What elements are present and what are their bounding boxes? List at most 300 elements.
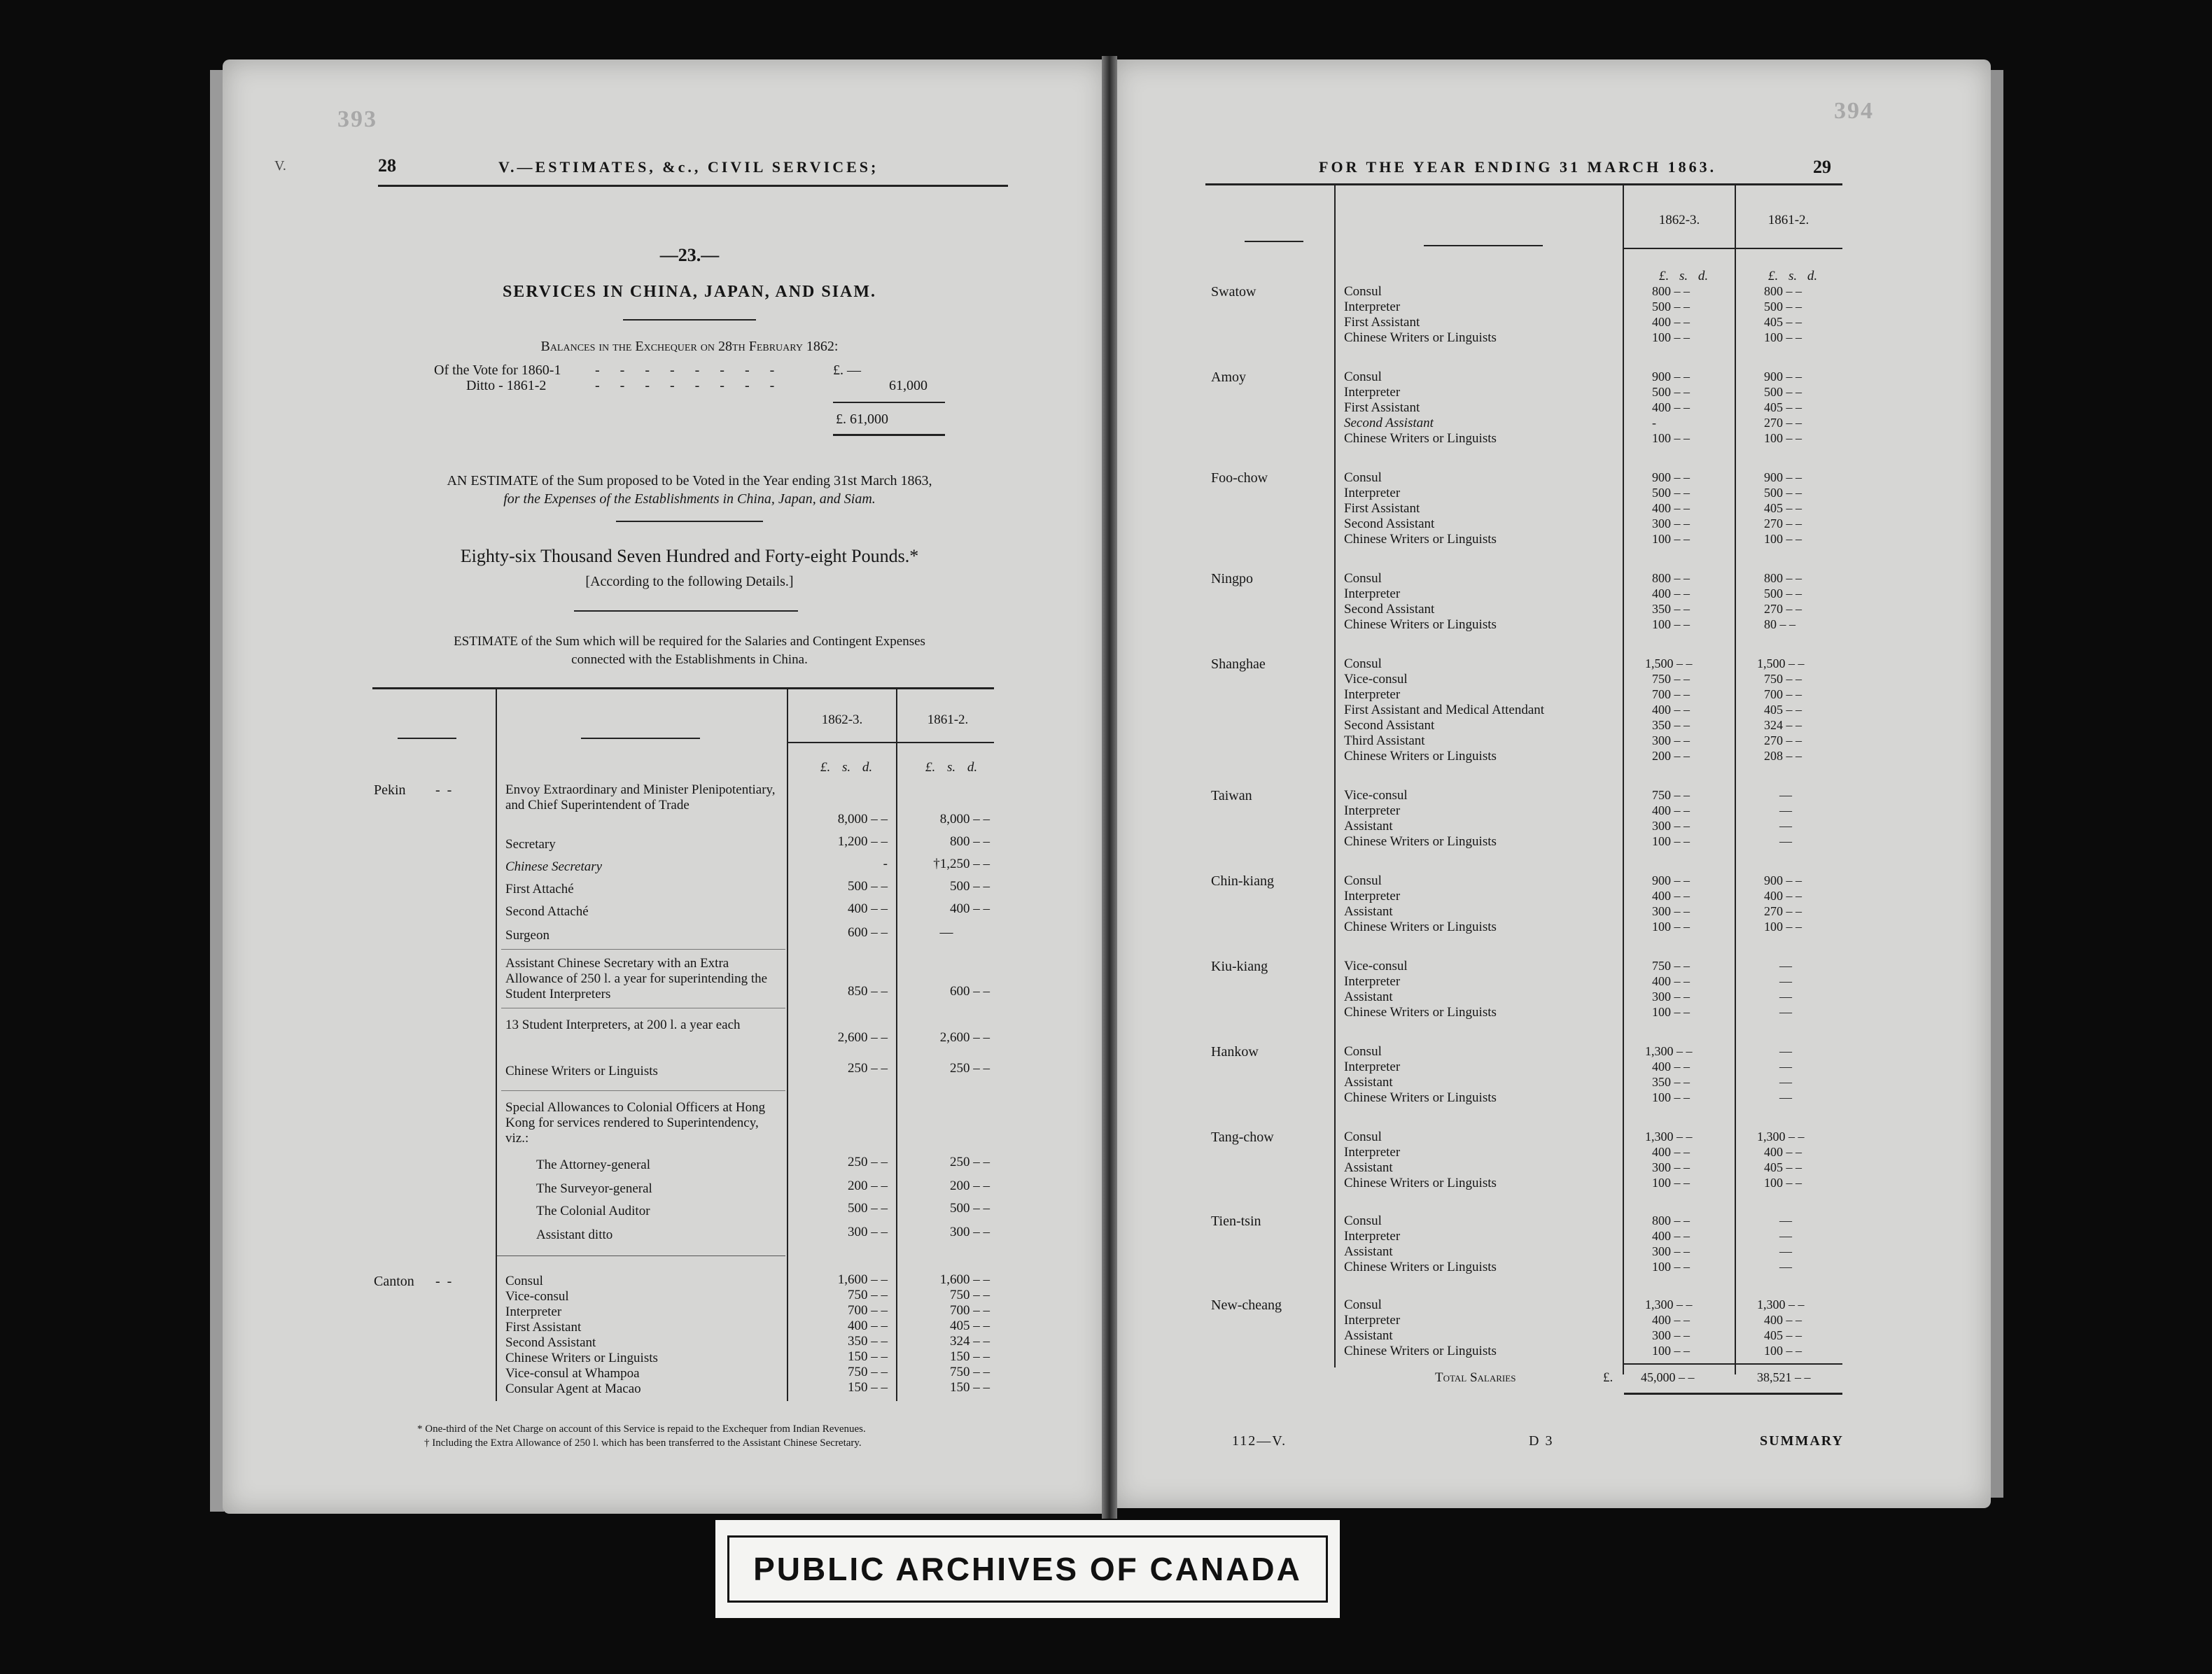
row-value-1861: 405 – – xyxy=(1764,703,1802,717)
row-value-1861: 500 – – xyxy=(1764,385,1802,399)
footer-left: 112—V. xyxy=(1232,1433,1287,1449)
row-value-1862: 600 – – xyxy=(848,925,888,940)
row-value-1861: — xyxy=(1779,803,1792,817)
row-value-1862: 400 – – xyxy=(1652,1313,1690,1327)
row-value-1862: 200 – – xyxy=(848,1179,888,1193)
row-label: Chinese Writers or Linguists xyxy=(1344,617,1497,632)
total-rule xyxy=(1624,1363,1842,1365)
row-label: Interpreter xyxy=(1344,1229,1401,1244)
row-label: First Assistant and Medical Attendant xyxy=(1344,703,1545,717)
row-value-1861: †1,250 – – xyxy=(933,857,990,871)
balances-heading: Balances in the Exchequer on 28th February 1862: xyxy=(540,339,839,354)
row-value-1861: — xyxy=(1779,1060,1792,1074)
left-running-head: V.—ESTIMATES, &c., CIVIL SERVICES; xyxy=(498,158,879,176)
table-top-rule xyxy=(372,687,994,689)
row-label: Consular Agent at Macao xyxy=(505,1381,641,1396)
row-value-1862: 100 – – xyxy=(1652,1176,1690,1190)
row-label: Assistant xyxy=(1344,904,1393,919)
row-value-1861: 400 – – xyxy=(1764,1313,1802,1327)
according-to-details: [According to the following Details.] xyxy=(585,574,794,589)
row-value-1861: 750 – – xyxy=(950,1288,990,1302)
row-separator xyxy=(501,1090,785,1091)
row-value-1861: 1,500 – – xyxy=(1757,656,1805,670)
row-value-1862: 400 – – xyxy=(1652,586,1690,600)
row-label: Consul xyxy=(1344,656,1382,671)
row-value-1862: 100 – – xyxy=(1652,532,1690,546)
salaries-line-1: ESTIMATE of the Sum which will be required for the Salaries and Contingent Expenses xyxy=(454,634,925,649)
sum-rule xyxy=(833,402,945,403)
row-label: Chinese Writers or Linguists xyxy=(1344,1260,1497,1274)
row-value-1862: 900 – – xyxy=(1652,470,1690,484)
row-value-1861: 270 – – xyxy=(1764,516,1802,530)
row-value-1861: 100 – – xyxy=(1764,330,1802,344)
right-page-number: 29 xyxy=(1813,157,1831,177)
row-label: Interpreter xyxy=(1344,687,1401,702)
row-value-1861: 100 – – xyxy=(1764,532,1802,546)
row-label: Chinese Writers or Linguists xyxy=(1344,431,1497,446)
row-value-1862: 800 – – xyxy=(1652,571,1690,585)
row-value-1862: 400 – – xyxy=(848,901,888,916)
row-label: Second Assistant xyxy=(1344,416,1434,430)
col-head-rule xyxy=(1624,248,1842,249)
row-label: Second Assistant xyxy=(1344,602,1435,617)
row-value-1861: 100 – – xyxy=(1764,1176,1802,1190)
row-value-1861: 100 – – xyxy=(1764,920,1802,934)
salaries-line-2: connected with the Establishments in China. xyxy=(571,652,808,667)
row-value-1862: 750 – – xyxy=(1652,788,1690,802)
row-value-1862: 1,600 – – xyxy=(837,1272,888,1287)
row-value-1862: 100 – – xyxy=(1652,1344,1690,1358)
row-label: Vice-consul xyxy=(1344,672,1408,687)
row-label: Interpreter xyxy=(1344,803,1401,818)
row-value-1861: — xyxy=(1779,1005,1792,1019)
row-label: Chinese Writers or Linguists xyxy=(1344,1090,1497,1105)
row-value-1861: — xyxy=(1779,1075,1792,1089)
table-col-divider xyxy=(896,687,897,1401)
vote-1861-value: 61,000 xyxy=(889,378,927,393)
row-value-1862: 750 – – xyxy=(848,1288,888,1302)
total-unit: £. xyxy=(1603,1370,1614,1385)
row-value-1861: 270 – – xyxy=(1764,904,1802,918)
row-label: Interpreter xyxy=(1344,385,1401,400)
left-page-number: 28 xyxy=(378,155,396,176)
row-value-1862: 100 – – xyxy=(1652,431,1690,445)
row-label: Interpreter xyxy=(1344,889,1401,903)
row-value-1862: - xyxy=(1652,416,1656,430)
row-value-1862: 400 – – xyxy=(1652,501,1690,515)
col-head-rule xyxy=(788,742,994,743)
row-value-1862: 400 – – xyxy=(1652,1229,1690,1243)
col-head-rule xyxy=(581,738,700,739)
row-value-1862: 300 – – xyxy=(1652,904,1690,918)
row-value-1861: 400 – – xyxy=(950,901,990,916)
row-value-1862: 800 – – xyxy=(1652,284,1690,298)
row-value-1862: - xyxy=(883,857,888,871)
row-value-1861: 250 – – xyxy=(950,1061,990,1076)
row-value-1861: 8,000 – – xyxy=(939,812,990,827)
row-value-1862: 100 – – xyxy=(1652,1005,1690,1019)
row-value-1861: — xyxy=(1779,990,1792,1004)
row-value-1861: 600 – – xyxy=(950,984,990,999)
row-label: Chinese Writers or Linguists xyxy=(1344,920,1497,934)
row-label: Assistant xyxy=(1344,819,1393,834)
row-label: First Assistant xyxy=(505,1320,582,1335)
row-label: First Assistant xyxy=(1344,315,1420,330)
row-value-1861: — xyxy=(1779,788,1792,802)
row-value-1862: 350 – – xyxy=(1652,718,1690,732)
row-value-1861: 900 – – xyxy=(1764,873,1802,887)
table-col-divider xyxy=(1334,185,1336,1367)
row-label: Vice-consul xyxy=(505,1289,569,1304)
row-value-1861: — xyxy=(1779,1260,1792,1274)
row-label: Surgeon xyxy=(505,928,550,943)
short-rule xyxy=(616,521,763,522)
row-value-1862: 750 – – xyxy=(1652,672,1690,686)
row-value-1862: 400 – – xyxy=(848,1318,888,1333)
row-value-1862: 100 – – xyxy=(1652,1260,1690,1274)
row-value-1861: 1,300 – – xyxy=(1757,1130,1805,1144)
row-value-1861: 400 – – xyxy=(1764,1145,1802,1159)
archive-label-card xyxy=(715,1520,1340,1618)
row-label: Chinese Writers or Linguists xyxy=(1344,330,1497,345)
col-head-rule xyxy=(1245,241,1303,242)
lsd-header: £. s. d. xyxy=(1768,269,1818,283)
row-value-1862: 400 – – xyxy=(1652,803,1690,817)
col-1862-header: 1862-3. xyxy=(1658,213,1700,227)
row-value-1862: 400 – – xyxy=(1652,889,1690,903)
row-value-1861: 500 – – xyxy=(1764,486,1802,500)
row-label: The Surveyor-general xyxy=(536,1181,652,1196)
row-label: First Attaché xyxy=(505,882,574,896)
total-label: Total Salaries xyxy=(1435,1370,1516,1385)
balance-total: £. 61,000 xyxy=(836,412,888,427)
row-value-1862: 900 – – xyxy=(1652,873,1690,887)
row-label: Consul xyxy=(1344,1297,1382,1312)
row-value-1861: — xyxy=(1779,819,1792,833)
page-edge-left xyxy=(210,70,224,1512)
row-value-1861: — xyxy=(1779,1244,1792,1258)
total-1862: 45,000 – – xyxy=(1641,1370,1695,1384)
footnote-1: * One-third of the Net Charge on account of this Service is repaid to the Exchequer from Indian Revenues. xyxy=(417,1423,866,1435)
row-value-1862: 200 – – xyxy=(1652,749,1690,763)
row-value-1862: 300 – – xyxy=(1652,733,1690,747)
row-label: Second Assistant xyxy=(1344,718,1435,733)
table-col-divider xyxy=(1623,185,1624,1374)
row-label: Interpreter xyxy=(1344,1060,1401,1074)
row-label: Consul xyxy=(505,1274,543,1288)
row-label: Assistant xyxy=(1344,1328,1393,1343)
station-ningpo: Ningpo xyxy=(1211,571,1253,586)
row-value-1861: — xyxy=(939,925,953,940)
row-label: Chinese Writers or Linguists xyxy=(505,1351,658,1365)
row-value-1862: 400 – – xyxy=(1652,315,1690,329)
row-value-1861: 270 – – xyxy=(1764,733,1802,747)
short-rule xyxy=(623,319,756,321)
row-label: Chinese Writers or Linguists xyxy=(1344,834,1497,849)
row-label: Interpreter xyxy=(1344,300,1401,314)
section-number: —23.— xyxy=(659,245,720,265)
col-head-rule xyxy=(398,738,456,739)
footnote-2: † Including the Extra Allowance of 250 l. which has been transferred to the Assistant Chinese Secretary. xyxy=(424,1437,862,1449)
row-value-1861: 270 – – xyxy=(1764,602,1802,616)
row-value-1861: 900 – – xyxy=(1764,470,1802,484)
row-value-1862: 100 – – xyxy=(1652,920,1690,934)
row-label: Chinese Writers or Linguists xyxy=(1344,1005,1497,1020)
row-value-1862: 300 – – xyxy=(1652,1328,1690,1342)
row-value-1861: 2,600 – – xyxy=(939,1030,990,1045)
row-label: Assistant xyxy=(1344,1075,1393,1090)
row-value-1862: 500 – – xyxy=(848,879,888,894)
row-value-1862: 1,500 – – xyxy=(1645,656,1693,670)
col-1861-header: 1861-2. xyxy=(1768,213,1809,227)
row-value-1862: 400 – – xyxy=(1652,1145,1690,1159)
row-label: Assistant Chinese Secretary with an Extra Allowance of 250 l. a year for superintending the Student Interpreters xyxy=(505,956,768,1001)
row-value-1862: 350 – – xyxy=(1652,602,1690,616)
station-kiu-kiang: Kiu-kiang xyxy=(1211,959,1268,974)
row-value-1861: 405 – – xyxy=(1764,1160,1802,1174)
row-label: Envoy Extraordinary and Minister Plenipotentiary, and Chief Superintendent of Trade xyxy=(505,782,776,813)
row-label: Second Assistant xyxy=(1344,516,1435,531)
row-label: The Colonial Auditor xyxy=(536,1204,650,1218)
header-rule xyxy=(1205,183,1842,185)
row-value-1861: 700 – – xyxy=(1764,687,1802,701)
vote-1861-label: Ditto - 1861-2 xyxy=(466,378,547,393)
row-value-1862: 400 – – xyxy=(1652,1060,1690,1074)
row-value-1861: 208 – – xyxy=(1764,749,1802,763)
row-value-1861: 405 – – xyxy=(1764,501,1802,515)
estimate-line-1: AN ESTIMATE of the Sum proposed to be Voted in the Year ending 31st March 1863, xyxy=(447,473,932,488)
row-value-1862: 8,000 – – xyxy=(837,812,888,827)
row-value-1861: 150 – – xyxy=(950,1349,990,1364)
station-shanghae: Shanghae xyxy=(1211,656,1266,672)
row-label: Vice-consul xyxy=(1344,788,1408,803)
row-label: Assistant xyxy=(1344,1244,1393,1259)
row-value-1862: 100 – – xyxy=(1652,1090,1690,1104)
row-label: First Assistant xyxy=(1344,400,1420,415)
row-value-1861: 150 – – xyxy=(950,1380,990,1395)
station-tang-chow: Tang-chow xyxy=(1211,1130,1274,1145)
row-label: Interpreter xyxy=(1344,1313,1401,1328)
row-value-1862: 400 – – xyxy=(1652,974,1690,988)
footer-signature: D 3 xyxy=(1529,1433,1554,1449)
row-value-1862: 2,600 – – xyxy=(837,1030,888,1045)
row-value-1862: 500 – – xyxy=(1652,300,1690,314)
row-value-1862: 400 – – xyxy=(1652,400,1690,414)
row-value-1861: 800 – – xyxy=(950,834,990,849)
row-separator xyxy=(501,949,785,950)
row-value-1861: 800 – – xyxy=(1764,571,1802,585)
left-margin-mark: V. xyxy=(274,158,286,174)
rule xyxy=(574,610,798,612)
row-value-1862: 400 – – xyxy=(1652,703,1690,717)
lsd-header: £. s. d. xyxy=(820,760,873,775)
row-label: Chinese Writers or Linguists xyxy=(1344,749,1497,764)
row-value-1862: 250 – – xyxy=(848,1155,888,1169)
row-value-1861: 750 – – xyxy=(1764,672,1802,686)
station-hankow: Hankow xyxy=(1211,1044,1259,1060)
row-value-1861: 80 – – xyxy=(1764,617,1795,631)
row-label: The Attorney-general xyxy=(536,1158,651,1172)
row-value-1861: 270 – – xyxy=(1764,416,1802,430)
row-value-1862: 1,300 – – xyxy=(1645,1297,1693,1311)
row-value-1861: — xyxy=(1779,834,1792,848)
lsd-header: £. s. d. xyxy=(925,760,978,775)
row-value-1861: — xyxy=(1779,1044,1792,1058)
station-pekin: Pekin xyxy=(374,782,406,798)
row-value-1862: 300 – – xyxy=(1652,516,1690,530)
row-value-1861: — xyxy=(1779,1229,1792,1243)
row-value-1862: 700 – – xyxy=(1652,687,1690,701)
table-col-divider xyxy=(496,687,497,1401)
station-amoy: Amoy xyxy=(1211,370,1246,385)
row-value-1861: 405 – – xyxy=(1764,315,1802,329)
row-label: Consul xyxy=(1344,1214,1382,1228)
lsd-header: £. s. d. xyxy=(1659,269,1709,283)
row-label: Interpreter xyxy=(505,1304,562,1319)
row-value-1861: 250 – – xyxy=(950,1155,990,1169)
estimate-line-2: for the Expenses of the Establishments in China, Japan, and Siam. xyxy=(503,491,876,507)
row-value-1861: 500 – – xyxy=(950,879,990,894)
row-value-1861: 800 – – xyxy=(1764,284,1802,298)
row-label: Vice-consul at Whampoa xyxy=(505,1366,640,1381)
row-label: Consul xyxy=(1344,284,1382,299)
row-value-1861: 750 – – xyxy=(950,1365,990,1379)
row-label: Assistant xyxy=(1344,990,1393,1004)
row-value-1861: 405 – – xyxy=(1764,1328,1802,1342)
section-title: SERVICES IN CHINA, JAPAN, AND SIAM. xyxy=(502,283,877,301)
row-value-1861: 1,300 – – xyxy=(1757,1297,1805,1311)
row-value-1861: 500 – – xyxy=(950,1201,990,1216)
leader-dots: - - xyxy=(435,1274,452,1289)
row-label: Secretary xyxy=(505,837,556,852)
row-label: First Assistant xyxy=(1344,501,1420,516)
row-value-1862: 1,300 – – xyxy=(1645,1130,1693,1144)
row-value-1862: 350 – – xyxy=(848,1334,888,1349)
row-label: Consul xyxy=(1344,1044,1382,1059)
amount-in-words: Eighty-six Thousand Seven Hundred and Forty-eight Pounds.* xyxy=(460,546,919,566)
vote-1860-value: £. — xyxy=(833,363,861,378)
row-label: Second Attaché xyxy=(505,904,589,919)
row-value-1862: 900 – – xyxy=(1652,370,1690,384)
right-running-head: FOR THE YEAR ENDING 31 MARCH 1863. xyxy=(1319,158,1717,176)
total-1861: 38,521 – – xyxy=(1757,1370,1811,1384)
row-value-1861: 700 – – xyxy=(950,1303,990,1318)
table-col-divider xyxy=(787,687,788,1401)
row-label: Consul xyxy=(1344,470,1382,485)
col-1862-header: 1862-3. xyxy=(821,712,863,727)
header-rule xyxy=(378,185,1008,187)
row-label: Chinese Writers or Linguists xyxy=(1344,532,1497,547)
row-value-1861: 900 – – xyxy=(1764,370,1802,384)
row-value-1861: 200 – – xyxy=(950,1179,990,1193)
row-value-1862: 850 – – xyxy=(848,984,888,999)
right-page xyxy=(1113,59,1991,1508)
row-label: Consul xyxy=(1344,1130,1382,1144)
vote-1860-label: Of the Vote for 1860-1 xyxy=(434,363,561,378)
row-value-1861: 500 – – xyxy=(1764,586,1802,600)
row-value-1861: 400 – – xyxy=(1764,889,1802,903)
row-label: Interpreter xyxy=(1344,974,1401,989)
leader-dots: - - xyxy=(435,782,452,798)
right-stamp-number: 394 xyxy=(1834,98,1874,124)
row-value-1862: 300 – – xyxy=(1652,819,1690,833)
sum-rule-double xyxy=(833,434,945,436)
row-value-1862: 300 – – xyxy=(848,1225,888,1239)
row-label: Assistant xyxy=(1344,1160,1393,1175)
station-canton: Canton xyxy=(374,1274,414,1289)
row-label: Second Assistant xyxy=(505,1335,596,1350)
row-value-1862: 300 – – xyxy=(1652,1244,1690,1258)
leader-dots: - - - - - - - - xyxy=(595,363,783,378)
row-value-1862: 100 – – xyxy=(1652,834,1690,848)
row-value-1862: 500 – – xyxy=(1652,486,1690,500)
row-value-1861: 500 – – xyxy=(1764,300,1802,314)
row-value-1862: 250 – – xyxy=(848,1061,888,1076)
row-label: Third Assistant xyxy=(1344,733,1425,748)
row-value-1861: 405 – – xyxy=(950,1318,990,1333)
left-stamp-number: 393 xyxy=(337,106,377,132)
row-label: Chinese Writers or Linguists xyxy=(1344,1176,1497,1190)
row-value-1861: — xyxy=(1779,959,1792,973)
row-value-1862: 150 – – xyxy=(848,1349,888,1364)
row-label: Assistant ditto xyxy=(536,1228,613,1242)
row-value-1862: 350 – – xyxy=(1652,1075,1690,1089)
row-value-1862: 100 – – xyxy=(1652,330,1690,344)
row-value-1862: 150 – – xyxy=(848,1380,888,1395)
row-label: Special Allowances to Colonial Officers at Hong Kong for services rendered to Superintendency, viz.: xyxy=(505,1100,766,1146)
row-value-1862: 1,200 – – xyxy=(837,834,888,849)
row-label: Interpreter xyxy=(1344,586,1401,601)
row-label: Chinese Writers or Linguists xyxy=(505,1064,658,1078)
row-value-1861: — xyxy=(1779,974,1792,988)
row-label: Chinese Secretary xyxy=(505,859,603,874)
footer-catchword: SUMMARY xyxy=(1760,1433,1844,1449)
col-head-rule xyxy=(1424,245,1543,246)
row-label: 13 Student Interpreters, at 200 l. a year each xyxy=(505,1018,741,1032)
total-double-rule xyxy=(1624,1393,1842,1395)
archive-label-text: PUBLIC ARCHIVES OF CANADA xyxy=(727,1535,1328,1603)
station-chin-kiang: Chin-kiang xyxy=(1211,873,1274,889)
station-foo-chow: Foo-chow xyxy=(1211,470,1268,486)
row-label: Consul xyxy=(1344,571,1382,586)
row-value-1862: 500 – – xyxy=(848,1201,888,1216)
row-value-1862: 800 – – xyxy=(1652,1214,1690,1228)
station-swatow: Swatow xyxy=(1211,284,1256,300)
row-value-1862: 1,300 – – xyxy=(1645,1044,1693,1058)
row-value-1862: 100 – – xyxy=(1652,617,1690,631)
row-value-1861: 405 – – xyxy=(1764,400,1802,414)
leader-dots: - - - - - - - - xyxy=(595,378,783,393)
row-value-1861: 324 – – xyxy=(950,1334,990,1349)
row-value-1861: 1,600 – – xyxy=(939,1272,990,1287)
row-value-1862: 500 – – xyxy=(1652,385,1690,399)
row-label: Interpreter xyxy=(1344,1145,1401,1160)
row-label: Chinese Writers or Linguists xyxy=(1344,1344,1497,1358)
station-taiwan: Taiwan xyxy=(1211,788,1252,803)
station-tien-tsin: Tien-tsin xyxy=(1211,1214,1261,1229)
row-value-1861: 100 – – xyxy=(1764,431,1802,445)
row-value-1862: 300 – – xyxy=(1652,990,1690,1004)
row-value-1861: — xyxy=(1779,1214,1792,1228)
row-value-1862: 750 – – xyxy=(1652,959,1690,973)
row-label: Interpreter xyxy=(1344,486,1401,500)
row-label: Consul xyxy=(1344,370,1382,384)
row-label: Vice-consul xyxy=(1344,959,1408,973)
row-value-1861: 100 – – xyxy=(1764,1344,1802,1358)
row-label: Consul xyxy=(1344,873,1382,888)
row-value-1861: — xyxy=(1779,1090,1792,1104)
col-1861-header: 1861-2. xyxy=(927,712,969,727)
